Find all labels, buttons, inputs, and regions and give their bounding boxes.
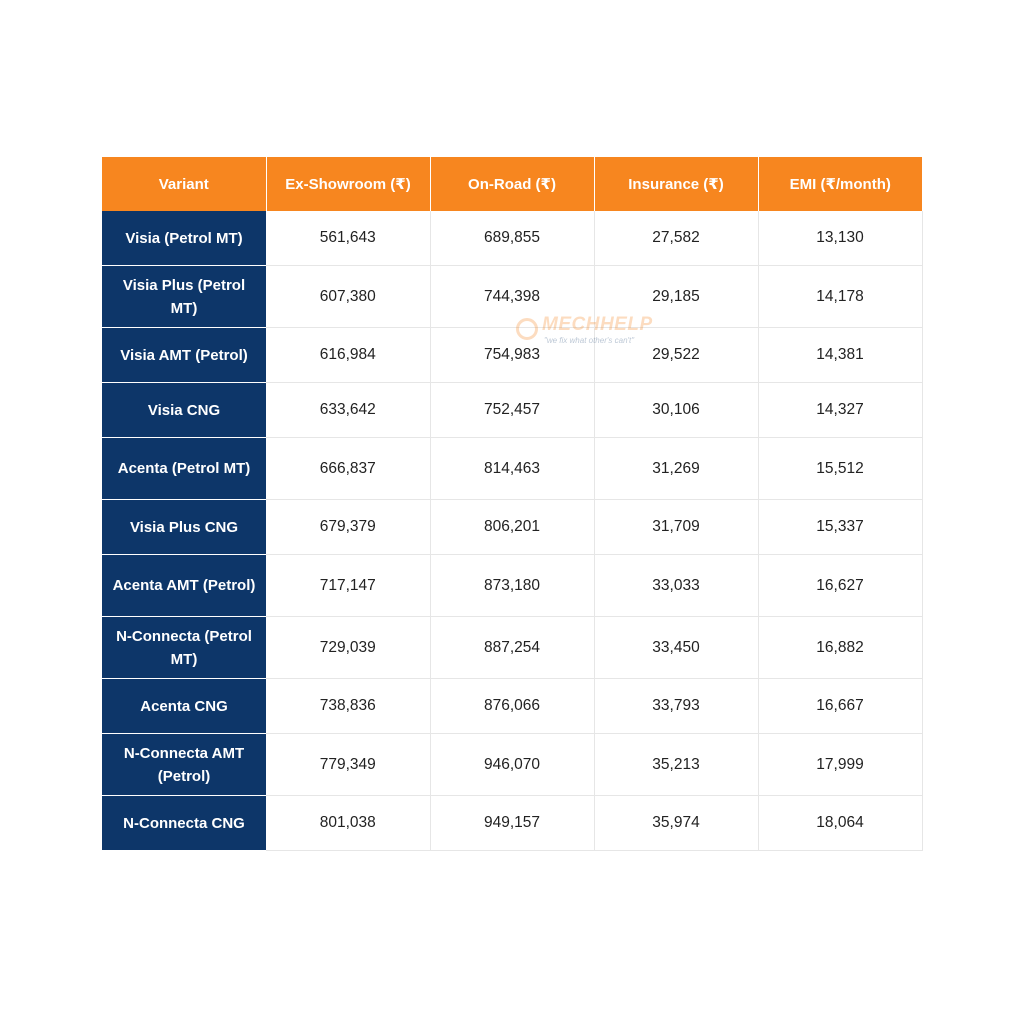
- cell-on-road: 946,070: [430, 734, 594, 796]
- table-row: [102, 734, 922, 796]
- cell-emi: 16,667: [758, 679, 922, 734]
- cell-insurance: 29,185: [594, 266, 758, 328]
- cell-insurance: 31,269: [594, 438, 758, 500]
- header-emi: EMI (₹/month): [758, 157, 922, 211]
- cell-ex-showroom: 738,836: [266, 679, 430, 734]
- table-row: [102, 796, 922, 851]
- header-variant: Variant: [102, 157, 266, 211]
- cell-emi: 15,337: [758, 500, 922, 555]
- cell-insurance: 31,709: [594, 500, 758, 555]
- cell-insurance: 29,522: [594, 328, 758, 383]
- cell-emi: 14,381: [758, 328, 922, 383]
- cell-variant: N-Connecta (Petrol MT): [102, 617, 266, 679]
- cell-on-road: 873,180: [430, 555, 594, 617]
- cell-insurance: 33,450: [594, 617, 758, 679]
- cell-insurance: 35,974: [594, 796, 758, 851]
- cell-emi: 16,627: [758, 555, 922, 617]
- watermark-tagline: "we fix what other's can't": [544, 336, 635, 345]
- cell-emi: 15,512: [758, 438, 922, 500]
- cell-emi: 13,130: [758, 211, 922, 266]
- cell-emi: 16,882: [758, 617, 922, 679]
- cell-variant: N-Connecta CNG: [102, 796, 266, 851]
- header-ex-showroom: Ex-Showroom (₹): [266, 157, 430, 211]
- cell-variant: Visia CNG: [102, 383, 266, 438]
- cell-ex-showroom: 633,642: [266, 383, 430, 438]
- table-row: [102, 617, 922, 679]
- cell-emi: 14,327: [758, 383, 922, 438]
- cell-ex-showroom: 561,643: [266, 211, 430, 266]
- cell-insurance: 30,106: [594, 383, 758, 438]
- cell-ex-showroom: 616,984: [266, 328, 430, 383]
- cell-ex-showroom: 666,837: [266, 438, 430, 500]
- cell-ex-showroom: 607,380: [266, 266, 430, 328]
- header-insurance: Insurance (₹): [594, 157, 758, 211]
- cell-variant: N-Connecta AMT (Petrol): [102, 734, 266, 796]
- cell-on-road: 744,398: [430, 266, 594, 328]
- price-table: [102, 157, 923, 851]
- header-on-road: On-Road (₹): [430, 157, 594, 211]
- cell-variant: Visia Plus CNG: [102, 500, 266, 555]
- cell-emi: 18,064: [758, 796, 922, 851]
- cell-ex-showroom: 717,147: [266, 555, 430, 617]
- cell-insurance: 35,213: [594, 734, 758, 796]
- cell-on-road: 949,157: [430, 796, 594, 851]
- price-table-container: [102, 157, 922, 851]
- table-row: [102, 555, 922, 617]
- cell-on-road: 806,201: [430, 500, 594, 555]
- cell-variant: Visia Plus (Petrol MT): [102, 266, 266, 328]
- cell-insurance: 33,793: [594, 679, 758, 734]
- table-row: [102, 679, 922, 734]
- cell-on-road: 887,254: [430, 617, 594, 679]
- cell-emi: 17,999: [758, 734, 922, 796]
- cell-variant: Acenta CNG: [102, 679, 266, 734]
- cell-variant: Visia (Petrol MT): [102, 211, 266, 266]
- cell-insurance: 33,033: [594, 555, 758, 617]
- table-header-row: [102, 157, 922, 211]
- cell-variant: Acenta AMT (Petrol): [102, 555, 266, 617]
- table-row: [102, 328, 922, 383]
- cell-insurance: 27,582: [594, 211, 758, 266]
- cell-on-road: 814,463: [430, 438, 594, 500]
- cell-ex-showroom: 729,039: [266, 617, 430, 679]
- table-row: [102, 383, 922, 438]
- cell-ex-showroom: 801,038: [266, 796, 430, 851]
- cell-ex-showroom: 779,349: [266, 734, 430, 796]
- cell-on-road: 754,983: [430, 328, 594, 383]
- cell-on-road: 876,066: [430, 679, 594, 734]
- cell-variant: Acenta (Petrol MT): [102, 438, 266, 500]
- cell-variant: Visia AMT (Petrol): [102, 328, 266, 383]
- table-row: [102, 438, 922, 500]
- watermark-brand: MECHHELP: [542, 314, 653, 335]
- table-row: [102, 500, 922, 555]
- cell-on-road: 689,855: [430, 211, 594, 266]
- table-row: [102, 211, 922, 266]
- cell-ex-showroom: 679,379: [266, 500, 430, 555]
- cell-emi: 14,178: [758, 266, 922, 328]
- table-row: [102, 266, 922, 328]
- cell-on-road: 752,457: [430, 383, 594, 438]
